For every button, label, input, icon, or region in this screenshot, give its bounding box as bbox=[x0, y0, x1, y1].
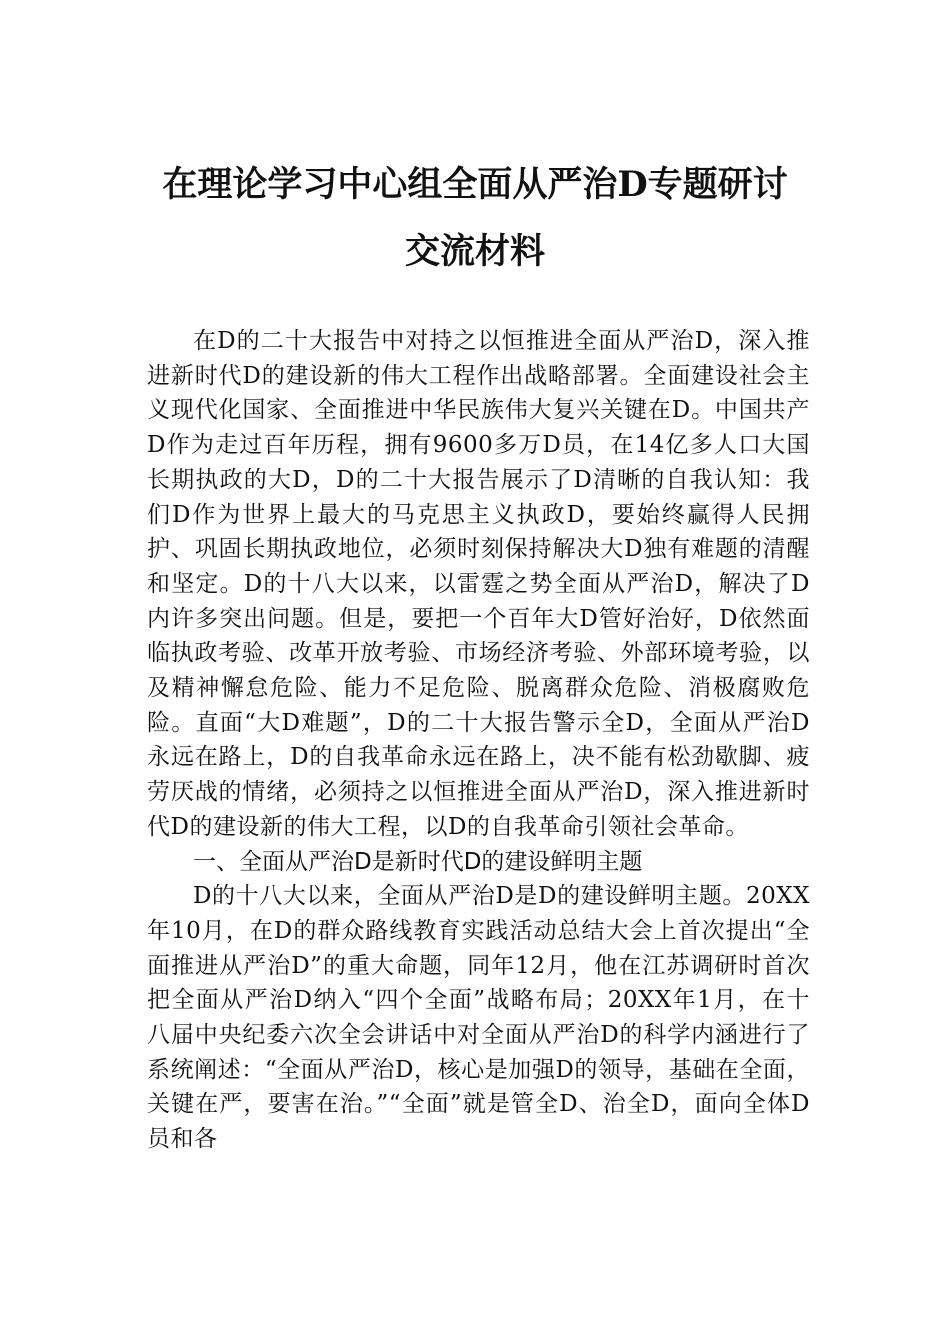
section-1-paragraph: D的十八大以来，全面从严治D是D的建设鲜明主题。20XX年10月，在D的群众路线教育实践活动总结大会上首次提出“全面推进从严治D”的重大命题，同年12月，他在江苏调研时首次把全面从严治D纳入“四个全面”战略布局；20XX年1月，在十八届中央纪委六次全会讲话中对全面从严治D的科学内涵进行了系统阐述：“全面从严治D，核心是加强D的领导，基础在全面，关键在严，要害在治。”“全面”就是管全D、治全D，面向全体D员和各 bbox=[147, 883, 810, 1153]
section-heading-1: 一、全面从严治D是新时代D的建设鲜明主题 bbox=[193, 848, 643, 875]
intro-paragraph: 在D的二十大报告中对持之以恒推进全面从严治D，深入推进新时代D的建设新的伟大工程作出战略部署。全面建设社会主义现代化国家、全面推进中华民族伟大复兴关键在D。中国共产D作为走过百年历程，拥有9600多万D员，在14亿多人口大国长期执政的大D，D的二十大报告展示了D清晰的自我认知：我们D作为世界上最大的马克思主义执政D，要始终赢得人民拥护、巩固长期执政地位，必须时刻保持解决大D独有难题的清醒和坚定。D的十八大以来，以雷霆之势全面从严治D，解决了D内许多突出问题。但是，要把一个百年大D管好治好，D依然面临执政考验、改革开放考验、市场经济考验、外部环境考验，以及精神懈怠危险、能力不足危险、脱离群众危险、消极腐败危险。直面“大D难题”，D的二十大报告警示全D，全面从严治D永远在路上，D的自我革命永远在路上，决不能有松劲歇脚、疲劳厌战的情绪，必须持之以恒推进全面从严治D，深入推进新时代D的建设新的伟大工程，以D的自我革命引领社会革命。 bbox=[147, 328, 810, 840]
document-title-line-2: 交流材料 bbox=[404, 231, 545, 272]
document-title-line-1: 在理论学习中心组全面从严治D专题研讨 bbox=[162, 164, 788, 205]
document-body bbox=[147, 324, 810, 1157]
